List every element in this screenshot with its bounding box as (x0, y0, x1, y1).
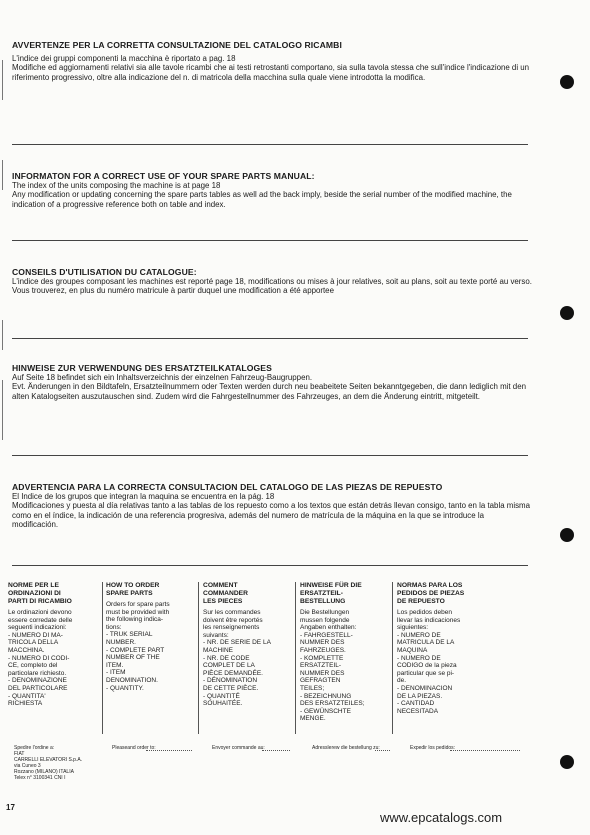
column-heading: HINWEISE FÜR DIE ERSATZTEIL- BESTELLUNG (300, 582, 362, 605)
column-separator (392, 582, 393, 734)
address-line (450, 750, 520, 751)
ordering-columns (8, 582, 528, 737)
order-address-french: Envoyer commande au: (212, 745, 265, 751)
column-separator (198, 582, 199, 734)
column-heading: NORME PER LE ORDINAZIONI DI PARTI DI RICAMBIO (8, 582, 72, 605)
section-heading: ADVERTENCIA PARA LA CORRECTA CONSULTACION DEL CATALOGO DE LAS PIEZAS DE REPUESTO (12, 482, 443, 492)
column-body: Sur les commandes doivent être reportés les renseignements suivants: - NR. DE SERIE DE LA MACHINE - NR. DE CODE COMPLET DE LA PIÈCE DEMANDÉE. - DÉNOMINATION DE CETTE PIÈCE. - QUANTITÉ SOUHAITÉE. (203, 609, 271, 708)
order-address-german: Adresslerew die bestellung zu: (312, 745, 380, 751)
section-italian (12, 40, 532, 82)
margin-mark (2, 60, 3, 100)
section-heading: INFORMATON FOR A CORRECT USE OF YOUR SPARE PARTS MANUAL: (12, 171, 315, 181)
section-body: El Indice de los grupos que integran la maquina se encuentra en la pág. 18 Modificaciones y puesta al día relativas tanto a las tablas de los repuesto como a los textos que están detrás llevan consigo, tanto en la tabla misma como en el índice, la indicación de una referencia progresiva, además del numero de matrícula de la máquina en la que se introduce la modificación. (12, 492, 531, 530)
binder-hole (560, 75, 574, 89)
column-heading: HOW TO ORDER SPARE PARTS (106, 582, 160, 597)
order-address-english: Pleaseand order to: (112, 745, 156, 751)
section-heading: AVVERTENZE PER LA CORRETTA CONSULTAZIONE DEL CATALOGO RICAMBI (12, 40, 342, 50)
order-column-german (300, 582, 392, 723)
address-line (375, 750, 390, 751)
binder-hole (560, 755, 574, 769)
address-line (146, 750, 192, 751)
binder-hole (560, 306, 574, 320)
section-divider (12, 144, 528, 145)
section-body: The index of the units composing the machine is at page 18 Any modification or updating concerning the spare parts tables as well ad the back imply, beside the serial number of the modified machine, the indication of a progressive reference both on table and index. (12, 181, 512, 209)
section-heading: HINWEISE ZUR VERWENDUNG DES ERSATZTEILKATALOGES (12, 363, 272, 373)
margin-mark (2, 320, 3, 350)
section-french (12, 267, 532, 296)
margin-mark (2, 380, 3, 440)
column-separator (295, 582, 296, 734)
order-column-spanish (397, 582, 489, 715)
page-number: 17 (6, 803, 15, 812)
section-body: L'indice dei gruppi componenti la macchina è riportato a pag. 18 Modifiche ed aggiornamenti relativi sia alle tavole ricambi che ai testi retrostanti comportano, sia sulla tavola stessa che sull'indice l'indicazione di un riferimento progressivo, oltre alla indicazione del n. di matricola della macchina sulla quale viene introdotta la modifica. (12, 54, 530, 82)
binder-hole (560, 528, 574, 542)
section-body: L'indice des groupes composant les machines est reporté page 18, modifications ou mises à jour relatives, soit au plans, soit au texte porté au verso. Vous trouverez, en plus du numéro matricule à partir duquel une modification a été apportee (12, 277, 532, 296)
section-divider (12, 455, 528, 456)
column-body: Le ordinazioni devono essere corredate delle seguenti indicazioni: - NUMERO DI MA- TRICOLA DELLA MACCHINA. - NUMERO DI CODI- CE, completo del particolare richiesto. - DENOMINAZIONE DEL PARTICOLARE - QUANTITA' RICHIESTA (8, 609, 73, 708)
section-english (12, 171, 532, 209)
address-line (262, 750, 290, 751)
column-body: Orders for spare parts must be provided with the following indica- tions: - TRUK SERIAL NUMBER. - COMPLETE PART NUMBER OF THE ITEM. - ITEM DENOMINATION. - QUANTITY. (106, 601, 170, 692)
order-address-spanish: Expedir los pedidos: (410, 745, 456, 751)
column-body: Los pedidos deben llevar las indicaciones siguientes: - NUMERO DE MATRICULA DE LA MAQUINA - NUMERO DE CODIGO de la pieza particular que se pi- de. - DENOMINACION DE LA PIEZAS. - CANTIDAD NECESITADA (397, 609, 461, 715)
section-heading: CONSEILS D'UTILISATION DU CATALOGUE: (12, 267, 197, 277)
section-spanish (12, 482, 532, 530)
section-divider (12, 338, 528, 339)
order-column-english (106, 582, 198, 692)
column-heading: NORMAS PARA LOS PEDIDOS DE PIEZAS DE REPUESTO (397, 582, 465, 605)
section-divider (12, 240, 528, 241)
column-heading: COMMENT COMMANDER LES PIECES (203, 582, 248, 605)
watermark-url: www.epcatalogs.com (380, 810, 503, 825)
order-column-french (203, 582, 295, 708)
section-divider (12, 565, 528, 566)
column-separator (102, 582, 103, 734)
order-address-italian: Spedire l'ordine a: FIAT CARRELLI ELEVATORI S.p.A. via Cuneo 3 Rozzano (MILANO) ITALIA Telex n° 3100341 CNI I (14, 745, 83, 781)
section-body: Auf Seite 18 befindet sich ein Inhaltsverzeichnis der einzelnen Fahrzeug-Baugruppen. Evt. Änderungen in den Bildtafeln, Ersatzteilnummern oder Texten werden durch neu beabeitete Seiten bekanntgegeben, die dann lediglich mit den alten Katalogseiten auszutauschen sind. Zudem wird die Fahrgestellnummer des Fahrzeuges, an dem die Änderung eintritt, mitgeteilt. (12, 373, 526, 401)
column-body: Die Bestellungen mussen folgende Angaben enthalten: - FAHRGESTELL- NUMMER DES FAHRZEUGES. - KOMPLETTE ERSATZTEIL- NUMMER DES GEFRAGTEN TEILES; - BEZEICHNUNG DES ERSATZTEILES; - GEWÜNSCHTE MENGE. (300, 609, 365, 723)
section-german (12, 363, 532, 401)
order-column-italian (8, 582, 100, 708)
margin-mark (2, 160, 3, 190)
